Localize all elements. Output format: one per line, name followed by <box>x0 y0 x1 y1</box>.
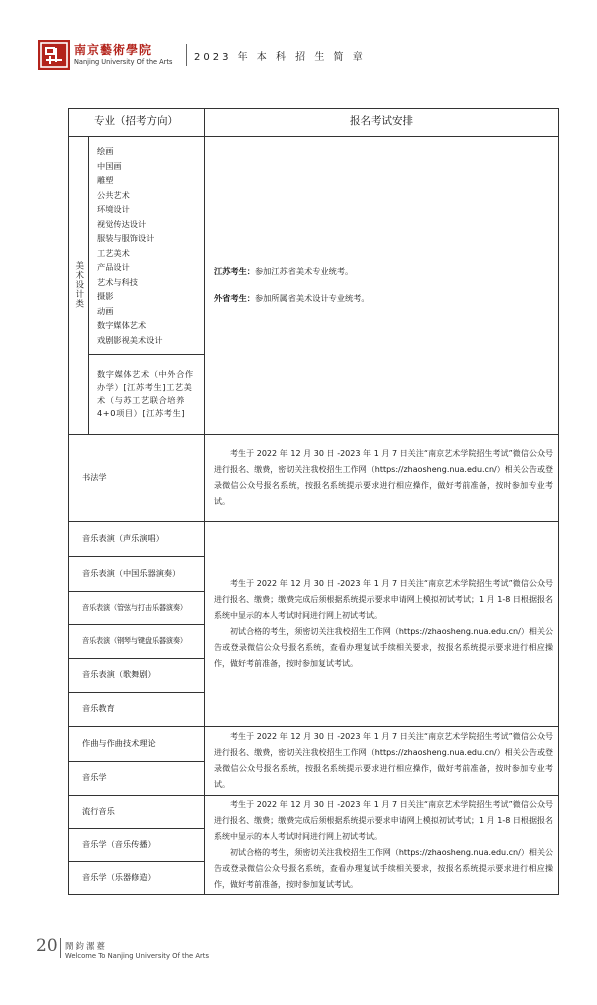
list-item: 数字媒体艺术 <box>97 320 147 330</box>
list-item: 视觉传达设计 <box>97 218 147 229</box>
major-chinese-instrument: 音乐表演（中国乐器演奏） <box>82 567 181 578</box>
footer-divider <box>60 938 61 958</box>
header-divider <box>186 44 187 66</box>
column-header-major: 专业（招考方向） <box>94 115 178 128</box>
list-item: 摄影 <box>97 291 114 301</box>
page-title: 2023 年 本 科 招 生 简 章 <box>194 52 366 63</box>
composition-arrangement <box>204 726 559 795</box>
footer-english-slogan: Welcome To Nanjing University Of the Arts <box>65 952 209 960</box>
major-musicology: 音乐学 <box>82 772 107 783</box>
list-item: 公共艺术 <box>97 189 130 200</box>
pop-music-arrangement <box>204 795 559 894</box>
arrangement-text: 考生于 2022 年 12 月 30 日 -2023 年 1 月 7 日关注“南京艺术学院招生考试”微信公众号进行报名、缴费，密切关注我校招生工作网（https://zhaosheng.nua.edu.cn/）相关公告或登录微信公众号报名系统，按报名系统提示要求进行相应操作，做好考前准备，按时参加专业考试。 <box>214 731 553 789</box>
list-item: 中国画 <box>97 160 122 171</box>
arrangement-paragraph-2: 初试合格的考生，须密切关注我校招生工作网（https://zhaosheng.nua.edu.cn/）相关公告或登录微信公众号报名系统，查看办理复试手续相关要求，按报名系统提示要求进行相应操作，做好考前准备，按时参加复试考试。 <box>214 626 553 668</box>
art-design-special-programs: 数字媒体艺术（中外合作办学）[江苏考生]工艺美术（与苏工艺联合培养4+0项目）[江苏考生] <box>97 369 194 418</box>
page-number: 20 <box>36 936 58 956</box>
list-item: 绘画 <box>97 146 114 156</box>
major-instrument-making: 音乐学（乐器修造） <box>82 871 156 882</box>
list-item: 产品设计 <box>97 262 130 272</box>
arrangement-paragraph-1: 考生于 2022 年 12 月 30 日 -2023 年 1 月 7 日关注“南京艺术学院招生考试”微信公众号进行报名、缴费；缴费完成后须根据系统提示要求申请网上模拟初试考试；1 月 1-8 日根据报名系统中显示的本人考试时间进行网上初试考试。 <box>214 578 553 620</box>
footer-chinese-slogan: 鬧鈞漯薹 <box>65 942 108 952</box>
major-music-education: 音乐教育 <box>82 703 115 714</box>
list-item: 环境设计 <box>97 204 130 214</box>
calligraphy-arrangement <box>204 434 559 521</box>
music-performance-arrangement <box>204 521 559 726</box>
major-piano: 音乐表演（钢琴与键盘乐器演奏） <box>82 636 187 646</box>
outside-text: 参加所属省美术设计专业统考。 <box>254 293 370 303</box>
list-item: 戏剧影视美术设计 <box>97 334 163 345</box>
list-item: 工艺美术 <box>97 247 130 258</box>
list-item: 雕塑 <box>97 175 114 185</box>
major-pop-music: 流行音乐 <box>82 805 115 816</box>
arrangement-paragraph-2: 初试合格的考生，须密切关注我校招生工作网（https://zhaosheng.nua.edu.cn/）相关公告或登录微信公众号报名系统，查看办理复试手续相关要求，按报名系统提示要求进行相应操作，做好考前准备，按时参加复试考试。 <box>214 847 553 889</box>
arrangement-paragraph-1: 考生于 2022 年 12 月 30 日 -2023 年 1 月 7 日关注“南京艺术学院招生考试”微信公众号进行报名、缴费；缴费完成后须根据系统提示要求申请网上模拟初试考试；1 月 1-8 日根据报名系统中显示的本人考试时间进行网上初试考试。 <box>214 799 553 841</box>
major-musical-theatre: 音乐表演（歌舞剧） <box>82 669 156 680</box>
major-composition: 作曲与作曲技术理论 <box>82 737 156 748</box>
logo-seal-icon <box>38 40 70 70</box>
jiangsu-text: 参加江苏省美术专业统考。 <box>254 266 354 276</box>
major-calligraphy: 书法学 <box>82 471 107 482</box>
logo-english-name: Nanjing University Of the Arts <box>74 58 173 66</box>
category-art-design: 美术设计类 <box>73 261 84 309</box>
list-item: 服装与服饰设计 <box>97 233 155 243</box>
major-vocal: 音乐表演（声乐演唱） <box>82 532 164 543</box>
arrangement-text: 考生于 2022 年 12 月 30 日 -2023 年 1 月 7 日关注“南京艺术学院招生考试”微信公众号进行报名、缴费，密切关注我校招生工作网（https://zhaosheng.nua.edu.cn/）相关公告或登录微信公众号报名系统，按报名系统提示要求进行相应操作，做好考前准备，按时参加专业考试。 <box>214 448 553 506</box>
art-design-arrangement <box>204 136 559 434</box>
column-header-arrangement: 报名考试安排 <box>350 115 413 128</box>
list-item: 动画 <box>97 305 114 316</box>
admission-table <box>68 108 559 895</box>
major-music-communication: 音乐学（音乐传播） <box>82 838 156 849</box>
major-orchestral: 音乐表演（管弦与打击乐器演奏） <box>82 602 187 612</box>
logo-chinese-name: 南京藝術學院 <box>74 43 153 57</box>
outside-label: 外省考生： <box>214 293 255 303</box>
list-item: 艺术与科技 <box>97 276 138 287</box>
art-design-major-list <box>68 136 204 354</box>
jiangsu-label: 江苏考生： <box>214 266 255 276</box>
